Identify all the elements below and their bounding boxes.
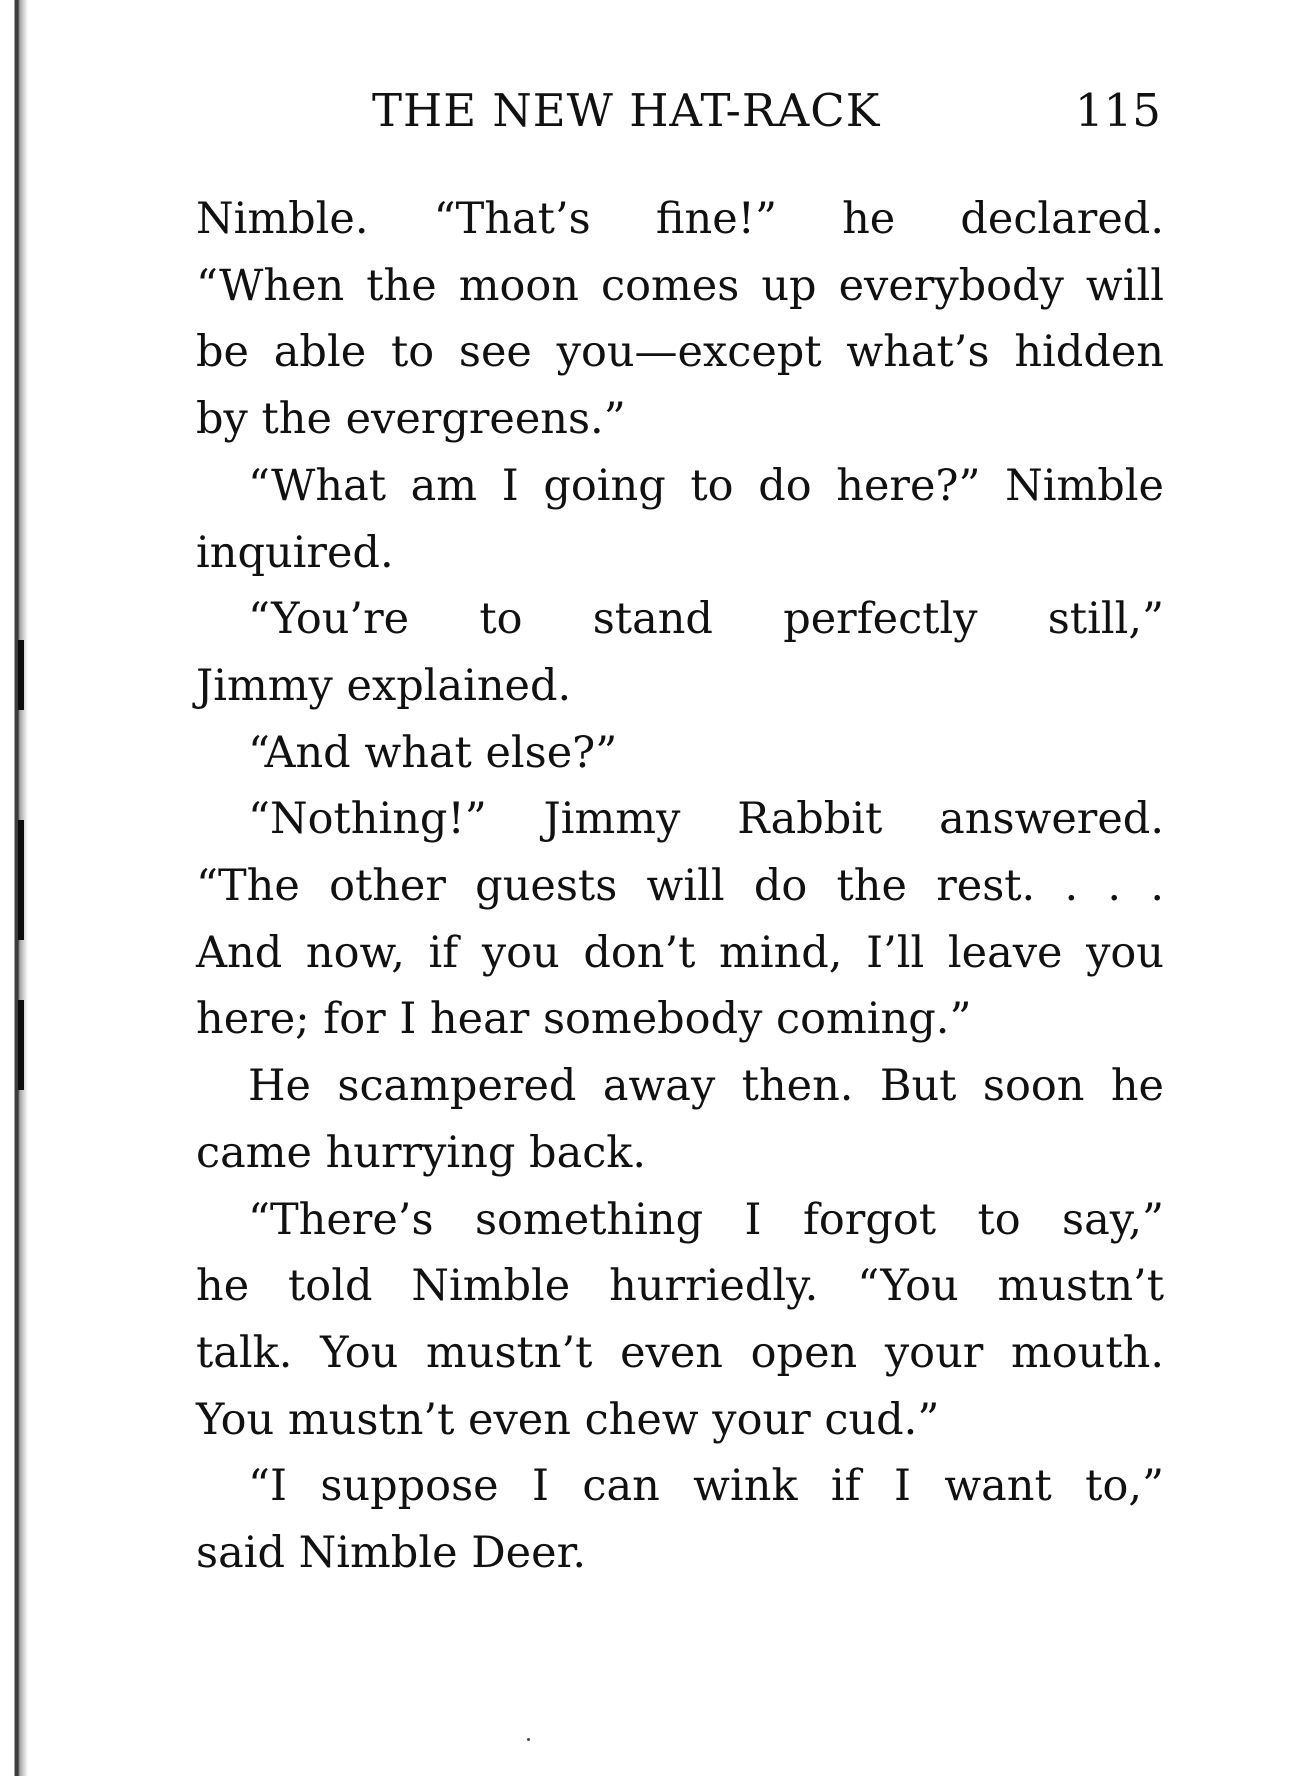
text-line: inquired. [196, 527, 394, 578]
text-line: You mustn’t even chew your cud.” [196, 1394, 940, 1445]
text-line: And now, if you don’t mind, I’ll leave you [196, 927, 1164, 978]
body-text [196, 186, 1164, 1587]
scanned-page-edge [0, 0, 34, 1776]
binding-mark [18, 1000, 24, 1090]
text-line: “I suppose I can wink if I want to,” [248, 1461, 1164, 1512]
text-line: he told Nimble hurriedly. “You mustn’t [196, 1261, 1164, 1312]
text-line: “There’s something I forgot to say,” [248, 1194, 1164, 1245]
text-line: “And what else?” [248, 727, 618, 778]
text-line: “You’re to stand perfectly still,” [248, 594, 1164, 645]
text-line: here; for I hear somebody coming.” [196, 994, 972, 1045]
running-header [0, 84, 1299, 144]
text-line: “When the moon comes up everybody will [196, 260, 1164, 311]
binding-mark [18, 640, 24, 710]
text-line: “The other guests will do the rest. . . . [196, 861, 1164, 912]
running-title: THE NEW HAT-RACK [372, 84, 881, 137]
binding-mark [18, 820, 24, 940]
text-line: be able to see you—except what’s hidden [196, 327, 1164, 378]
text-line: “Nothing!” Jimmy Rabbit answered. [248, 794, 1164, 845]
text-line: He scampered away then. But soon he [248, 1061, 1164, 1112]
text-line: talk. You mustn’t even open your mouth. [196, 1327, 1164, 1378]
text-line: came hurrying back. [196, 1127, 647, 1178]
text-line: Jimmy explained. [196, 660, 572, 711]
text-line: “What am I going to do here?” Nimble [248, 460, 1164, 511]
text-line: Nimble. “That’s fine!” he declared. [196, 194, 1164, 244]
page-number: 115 [1075, 84, 1161, 137]
text-line: by the evergreens.” [196, 394, 626, 445]
text-line: said Nimble Deer. [196, 1528, 587, 1579]
paper-speck [527, 1738, 530, 1741]
